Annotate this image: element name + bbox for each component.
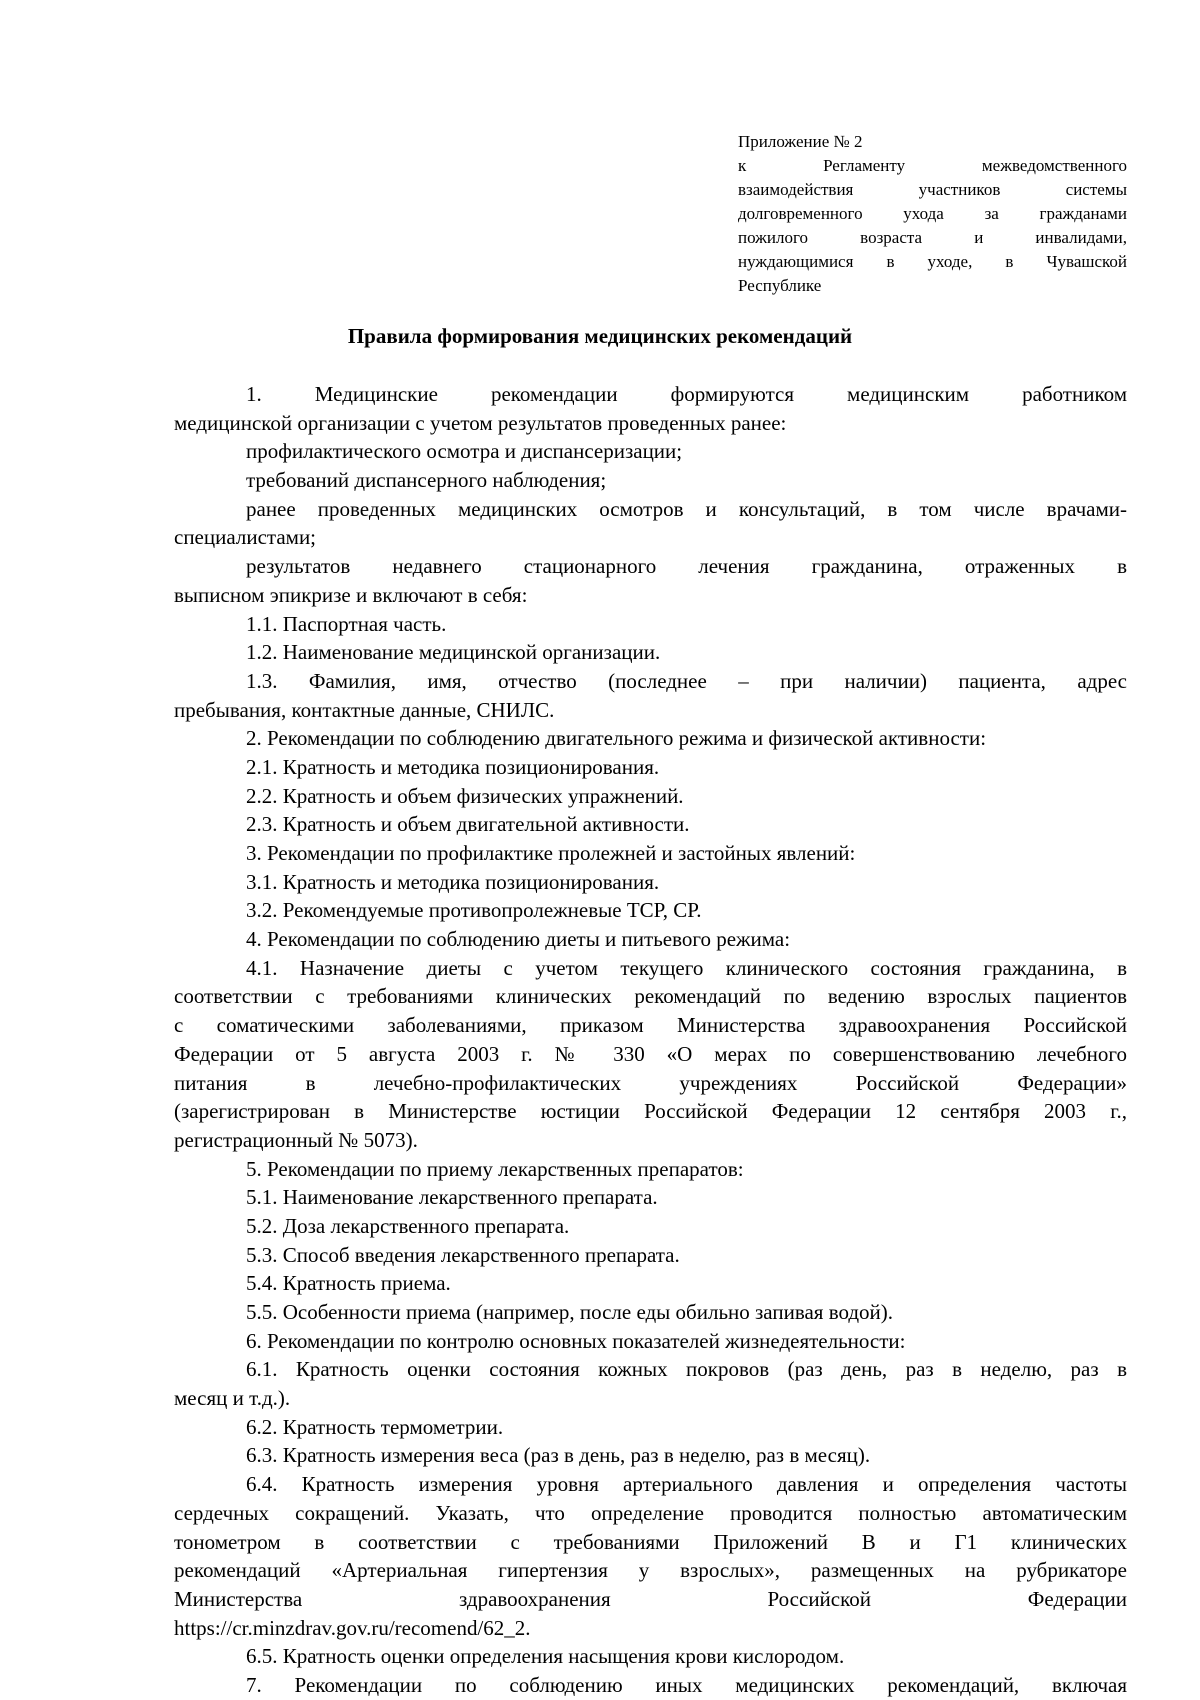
body-line: медицинской организации с учетом результатов проведенных ранее:	[174, 410, 787, 435]
body-line: 5.3. Способ введения лекарственного препарата.	[246, 1242, 680, 1267]
body-line: 5. Рекомендации по приему лекарственных препаратов:	[246, 1156, 744, 1181]
body-line: выписном эпикризе и включают в себя:	[174, 582, 528, 607]
appendix-line: нуждающимися в уходе, в Чувашской	[738, 252, 1127, 271]
document-body	[174, 380, 1127, 1700]
body-line: 3. Рекомендации по профилактике пролежней и застойных явлений:	[246, 841, 856, 865]
body-line: требований диспансерного наблюдения;	[246, 468, 607, 493]
body-line: регистрационный № 5073).	[174, 1127, 418, 1152]
body-line: пребывания, контактные данные, СНИЛС.	[174, 697, 555, 722]
body-line: 5.1. Наименование лекарственного препарата.	[246, 1185, 658, 1210]
body-line: соответствии с требованиями клинических рекомендаций по ведению взрослых пациентов	[174, 984, 1127, 1009]
body-line: 3.1. Кратность и методика позиционирования.	[246, 869, 660, 894]
appendix-line: взаимодействия участников системы	[738, 180, 1127, 199]
body-line: 2.2. Кратность и объем физических упражнений.	[246, 783, 684, 808]
appendix-line: Приложение № 2	[738, 132, 863, 151]
body-line: 6.5. Кратность оценки определения насыщения крови кислородом.	[246, 1644, 845, 1669]
body-line: 2. Рекомендации по соблюдению двигательного режима и физической активности:	[246, 726, 987, 751]
body-line: 5.2. Доза лекарственного препарата.	[246, 1213, 570, 1238]
body-line: 6.3. Кратность измерения веса (раз в день, раз в неделю, раз в месяц).	[246, 1443, 871, 1468]
body-line: 6.1. Кратность оценки состояния кожных покровов (раз день, раз в неделю, раз в	[246, 1357, 1127, 1382]
body-line: 1.1. Паспортная часть.	[246, 611, 447, 636]
body-line: сердечных сокращений. Указать, что определение проводится полностью автоматическим	[174, 1500, 1127, 1525]
body-line: 3.2. Рекомендуемые противопролежневые ТСР, СР.	[246, 898, 702, 923]
body-line: 7. Рекомендации по соблюдению иных медицинских рекомендаций, включая	[246, 1672, 1127, 1697]
body-line: 4. Рекомендации по соблюдению диеты и питьевого режима:	[246, 927, 791, 952]
body-line: 2.3. Кратность и объем двигательной активности.	[246, 812, 690, 837]
appendix-line: долговременного ухода за гражданами	[738, 204, 1127, 223]
body-line: рекомендаций «Артериальная гипертензия у взрослых», размещенных на рубрикаторе	[174, 1558, 1127, 1583]
body-line: 1. Медицинские рекомендации формируются медицинским работником	[246, 382, 1127, 406]
body-link[interactable]: https://cr.minzdrav.gov.ru/recomend/62_2.	[174, 1615, 531, 1640]
appendix-line: к Регламенту межведомственного	[738, 156, 1127, 175]
body-line: тонометром в соответствии с требованиями Приложений В и Г1 клинических	[174, 1529, 1127, 1554]
body-line: 5.4. Кратность приема.	[246, 1271, 451, 1296]
body-line: специалистами;	[174, 525, 317, 550]
body-line: 6.4. Кратность измерения уровня артериального давления и определения частоты	[246, 1472, 1127, 1497]
body-line: месяц и т.д.).	[174, 1386, 291, 1411]
body-line: 5.5. Особенности приема (например, после еды обильно запивая водой).	[246, 1300, 894, 1324]
body-line: 6. Рекомендации по контролю основных показателей жизнедеятельности:	[246, 1328, 906, 1353]
appendix-line: Республике	[738, 276, 822, 295]
body-line: Министерства здравоохранения Российской Федерации	[174, 1586, 1127, 1611]
body-line: результатов недавнего стационарного лечения гражданина, отраженных в	[246, 554, 1127, 579]
body-line: 1.3. Фамилия, имя, отчество (последнее – при наличии) пациента, адрес	[246, 668, 1127, 693]
body-line: 6.2. Кратность термометрии.	[246, 1414, 504, 1439]
body-line: 1.2. Наименование медицинской организации.	[246, 640, 661, 665]
body-line: с соматическими заболеваниями, приказом Министерства здравоохранения Российской	[174, 1013, 1127, 1038]
body-line: 2.1. Кратность и методика позиционирования.	[246, 754, 660, 779]
body-line: (зарегистрирован в Министерстве юстиции Российской Федерации 12 сентября 2003 г.,	[174, 1099, 1127, 1124]
body-line: питания в лечебно-профилактических учреждениях Российской Федерации»	[174, 1070, 1127, 1095]
body-line: ранее проведенных медицинских осмотров и консультаций, в том числе врачами-	[246, 496, 1127, 521]
document-title: Правила формирования медицинских рекомендаций	[347, 324, 853, 348]
appendix-line: пожилого возраста и инвалидами,	[738, 228, 1127, 247]
body-line: профилактического осмотра и диспансеризации;	[246, 439, 683, 464]
body-line: Федерации от 5 августа 2003 г. № 330 «О мерах по совершенствованию лечебного	[174, 1041, 1127, 1066]
appendix-header	[738, 130, 1127, 298]
body-line: 4.1. Назначение диеты с учетом текущего клинического состояния гражданина, в	[246, 955, 1127, 980]
